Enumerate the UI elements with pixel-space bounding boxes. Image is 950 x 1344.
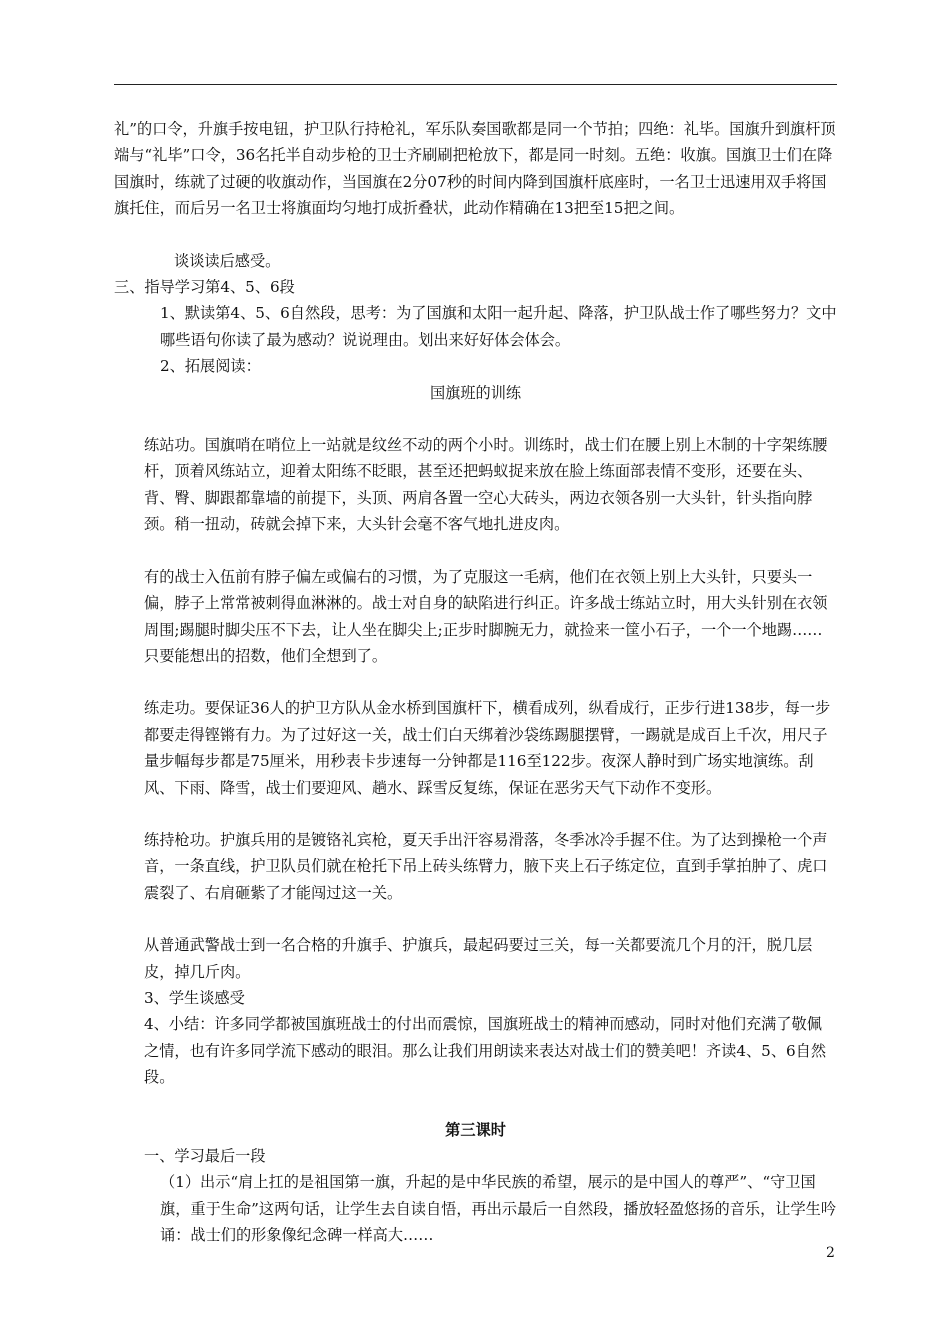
reading-paragraph: 有的战士入伍前有脖子偏左或偏右的习惯，为了克服这一毛病，他们在衣领上别上大头针，只要头一偏，脖子上常常被刺得血淋淋的。战士对自身的缺陷进行纠正。许多战士练站立时，用大头针别在衣领周围;踢腿时脚尖压不下去，让人坐在脚尖上;正步时脚腕无力，就捡来一筐小石子，一个一个地踢……只要能想出的招数，他们全想到了。 xyxy=(144,567,828,665)
reading-title: 国旗班的训练 xyxy=(429,383,522,402)
question-3: 3、学生谈感受 xyxy=(144,988,245,1007)
question-1: 1、默读第4、5、6自然段，思考：为了国旗和太阳一起升起、降落，护卫队战士作了哪些努力？文中哪些语句你读了最为感动？说说理由。划出来好好体会体会。 xyxy=(160,304,837,349)
prompt-line: 谈谈读后感受。 xyxy=(174,251,281,270)
section-heading: 一、学习最后一段 xyxy=(144,1147,266,1165)
paragraph: （1）出示“肩上扛的是祖国第一旗，升起的是中华民族的希望，展示的是中国人的尊严”、“守卫国旗，重于生命”这两句话，让学生去自读自悟，再出示最后一自然段，播放轻盈悠扬的音乐，让学生吟诵：战士们的形象像纪念碑一样高大…… xyxy=(160,1173,837,1245)
paragraph: 礼”的口令，升旗手按电钮，护卫队行持枪礼，军乐队奏国歌都是同一个节拍；四绝：礼毕。国旗升到旗杆顶端与“礼毕”口令，36名托半自动步枪的卫士齐刷刷把枪放下，都是同一时刻。五绝：收旗。国旗卫士们在降国旗时，练就了过硬的收旗动作，当国旗在2分07秒的时间内降到国旗杆底座时，一名卫士迅速用双手将国旗托住，而后另一名卫士将旗面均匀地打成折叠状，此动作精确在13把至15把之间。 xyxy=(114,120,836,218)
question-2: 2、拓展阅读： xyxy=(160,357,261,376)
page-number: 2 xyxy=(826,1245,835,1261)
reading-paragraph: 练走功。要保证36人的护卫方队从金水桥到国旗杆下，横看成列，纵看成行，正步行进138步，每一步都要走得铿锵有力。为了过好这一关，战士们白天绑着沙袋练踢腿摆臂，一踢就是成百上千次，用尺子量步幅每步都是75厘米，用秒表卡步速每一分钟都是116至122步。夜深人静时到广场实地演练。刮风、下雨、降雪，战士们要迎风、趟水、踩雪反复练，保证在恶劣天气下动作不变形。 xyxy=(144,699,831,797)
summary: 4、小结：许多同学都被国旗班战士的付出而震惊，国旗班战士的精神而感动，同时对他们充满了敬佩之情，也有许多同学流下感动的眼泪。那么让我们用朗读来表达对战士们的赞美吧！齐读4、5、6自然段。 xyxy=(144,1015,827,1087)
section-heading: 三、指导学习第4、5、6段 xyxy=(114,278,295,297)
reading-paragraph: 练站功。国旗哨在哨位上一站就是纹丝不动的两个小时。训练时，战士们在腰上别上木制的十字架练腰杆，顶着风练站立，迎着太阳练不眨眼，甚至还把蚂蚁捉来放在脸上练面部表情不变形，还要在头、背、臀、脚跟都靠墙的前提下，头顶、两肩各置一空心大砖头，两边衣领各别一大头针，针头指向脖颈。稍一扭动，砖就会掉下来，大头针会毫不客气地扎进皮肉。 xyxy=(144,436,828,534)
reading-paragraph: 练持枪功。护旗兵用的是镀铬礼宾枪，夏天手出汗容易滑落，冬季冰冷手握不住。为了达到操枪一个声音，一条直线，护卫队员们就在枪托下吊上砖头练臂力，腋下夹上石子练定位，直到手掌拍肿了、虎口震裂了、右肩砸紫了才能闯过这一关。 xyxy=(144,830,828,902)
header-rule xyxy=(114,84,837,85)
document-body xyxy=(114,116,837,1249)
lesson-heading: 第三课时 xyxy=(445,1120,506,1139)
reading-paragraph: 从普通武警战士到一名合格的升旗手、护旗兵，最起码要过三关，每一关都要流几个月的汗，脱几层皮，掉几斤肉。 xyxy=(144,936,813,981)
